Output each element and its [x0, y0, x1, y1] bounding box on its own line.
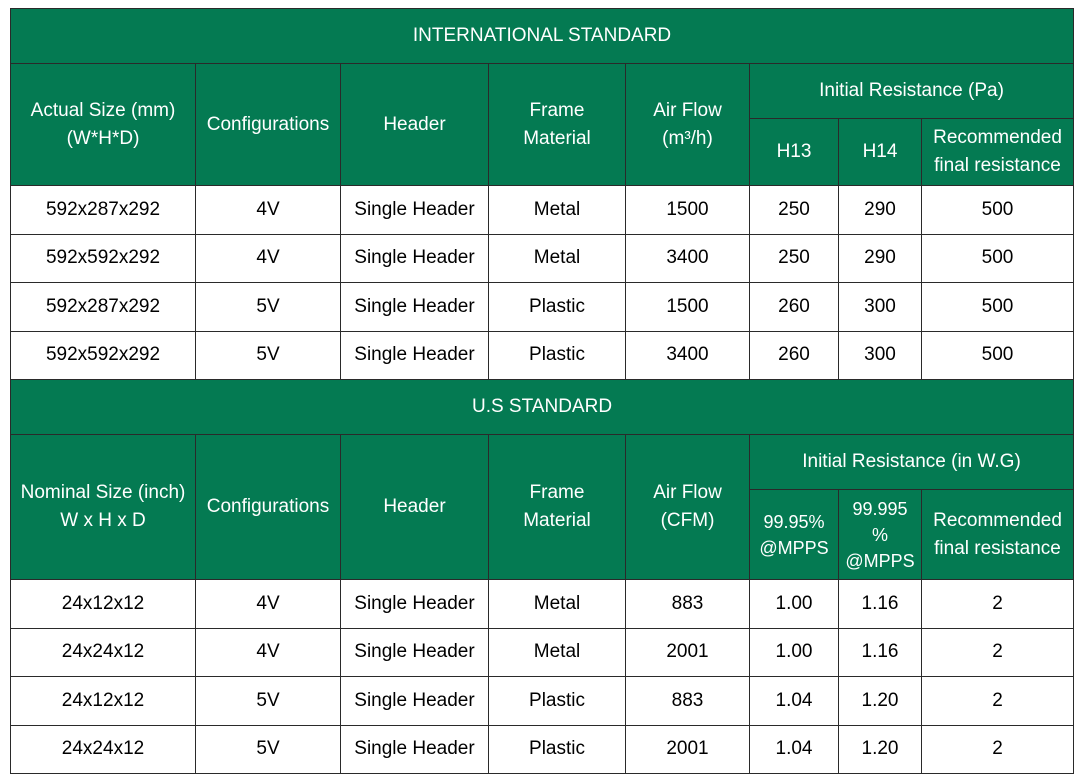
international-cell-resistance-1: 250 [750, 234, 839, 283]
intl-size-header [11, 64, 196, 186]
international-cell-header: Single Header [341, 186, 489, 235]
us-cell-configuration: 4V [196, 628, 341, 677]
us-size-header-line1: Nominal Size (inch) [20, 482, 186, 503]
us-cell-resistance-1: 1.00 [750, 580, 839, 629]
us-size-header-line2: W x H x D [60, 510, 146, 531]
us-airflow-header-line2: (CFM) [660, 510, 715, 531]
international-cell-resistance-2: 300 [839, 283, 922, 332]
international-cell-resistance-1: 250 [750, 186, 839, 235]
intl-recommended-header-line1: Recommended [933, 127, 1062, 148]
us-resistance-group-header: Initial Resistance (in W.G) [750, 435, 1074, 490]
us-cell-size: 24x12x12 [11, 677, 196, 726]
us-airflow-header-line1: Air Flow [653, 482, 722, 503]
us-airflow-header [626, 435, 750, 580]
international-cell-configuration: 5V [196, 283, 341, 332]
international-cell-size: 592x287x292 [11, 283, 196, 332]
international-cell-air-flow: 1500 [626, 283, 750, 332]
international-cell-resistance-2: 290 [839, 234, 922, 283]
intl-frame-header-line2: Material [523, 127, 591, 149]
international-cell-size: 592x592x292 [11, 331, 196, 380]
us-cell-air-flow: 2001 [626, 628, 750, 677]
us-99995-header-line3: @MPPS [845, 550, 915, 571]
us-cell-header: Single Header [341, 677, 489, 726]
intl-size-header-line1: Actual Size (mm) [30, 99, 176, 121]
us-99995-header-line1: 99.995 [852, 498, 908, 519]
us-cell-recommended-final: 2 [922, 677, 1074, 726]
international-cell-recommended-final: 500 [922, 283, 1074, 332]
international-cell-size: 592x592x292 [11, 234, 196, 283]
international-standard-title: INTERNATIONAL STANDARD [11, 9, 1074, 64]
intl-configurations-header: Configurations [196, 64, 341, 186]
us-recommended-header-line1: Recommended [933, 509, 1062, 531]
us-header-header: Header [341, 435, 489, 580]
intl-resistance-group-header: Initial Resistance (Pa) [750, 64, 1074, 119]
us-9995-header-line1: 99.95% [763, 511, 825, 532]
us-cell-frame-material: Metal [489, 628, 626, 677]
us-cell-resistance-1: 1.04 [750, 725, 839, 774]
international-cell-header: Single Header [341, 234, 489, 283]
us-recommended-header [922, 490, 1074, 580]
us-cell-frame-material: Plastic [489, 677, 626, 726]
us-cell-recommended-final: 2 [922, 580, 1074, 629]
table-row [11, 331, 1074, 380]
us-cell-configuration: 5V [196, 725, 341, 774]
us-cell-resistance-2: 1.16 [839, 628, 922, 677]
international-cell-resistance-2: 290 [839, 186, 922, 235]
international-cell-resistance-2: 300 [839, 331, 922, 380]
us-recommended-header-line2: final resistance [934, 537, 1061, 559]
intl-frame-header [489, 64, 626, 186]
us-cell-resistance-2: 1.20 [839, 677, 922, 726]
table-row [11, 677, 1074, 726]
us-standard-title: U.S STANDARD [11, 380, 1074, 435]
international-cell-header: Single Header [341, 283, 489, 332]
international-cell-configuration: 4V [196, 234, 341, 283]
us-cell-header: Single Header [341, 580, 489, 629]
us-frame-header-line2: Material [523, 510, 591, 531]
us-frame-header-line1: Frame [529, 482, 585, 503]
international-cell-frame-material: Plastic [489, 283, 626, 332]
us-cell-resistance-1: 1.00 [750, 628, 839, 677]
us-cell-header: Single Header [341, 628, 489, 677]
international-cell-configuration: 5V [196, 331, 341, 380]
international-cell-recommended-final: 500 [922, 331, 1074, 380]
intl-frame-header-line1: Frame [529, 99, 585, 121]
spec-table-container [10, 8, 1074, 774]
us-cell-air-flow: 883 [626, 677, 750, 726]
us-size-header [11, 435, 196, 580]
intl-recommended-header [922, 119, 1074, 186]
intl-airflow-header-line2: (m³/h) [662, 127, 713, 149]
us-cell-size: 24x12x12 [11, 580, 196, 629]
us-cell-configuration: 5V [196, 677, 341, 726]
table-row [11, 234, 1074, 283]
international-cell-recommended-final: 500 [922, 186, 1074, 235]
intl-size-header-line2: (W*H*D) [66, 127, 140, 149]
table-row [11, 725, 1074, 774]
filter-spec-table [10, 8, 1074, 774]
us-9995-header-line2: @MPPS [759, 537, 829, 558]
us-cell-air-flow: 883 [626, 580, 750, 629]
us-frame-header [489, 435, 626, 580]
international-cell-recommended-final: 500 [922, 234, 1074, 283]
international-cell-configuration: 4V [196, 186, 341, 235]
table-row [11, 628, 1074, 677]
international-cell-frame-material: Metal [489, 186, 626, 235]
table-row [11, 580, 1074, 629]
us-data-body [11, 580, 1074, 774]
us-99995-header-line2: % [871, 524, 888, 545]
us-cell-recommended-final: 2 [922, 725, 1074, 774]
us-cell-resistance-1: 1.04 [750, 677, 839, 726]
us-9995-header [750, 490, 839, 580]
us-cell-frame-material: Plastic [489, 725, 626, 774]
international-cell-resistance-1: 260 [750, 283, 839, 332]
international-cell-air-flow: 3400 [626, 234, 750, 283]
intl-airflow-header-line1: Air Flow [653, 99, 722, 121]
us-cell-resistance-2: 1.16 [839, 580, 922, 629]
us-cell-header: Single Header [341, 725, 489, 774]
us-cell-configuration: 4V [196, 580, 341, 629]
intl-h14-header: H14 [839, 119, 922, 186]
international-cell-frame-material: Plastic [489, 331, 626, 380]
international-cell-header: Single Header [341, 331, 489, 380]
us-cell-size: 24x24x12 [11, 628, 196, 677]
us-cell-frame-material: Metal [489, 580, 626, 629]
table-row [11, 186, 1074, 235]
international-cell-frame-material: Metal [489, 234, 626, 283]
international-cell-size: 592x287x292 [11, 186, 196, 235]
us-configurations-header: Configurations [196, 435, 341, 580]
us-cell-size: 24x24x12 [11, 725, 196, 774]
table-row [11, 283, 1074, 332]
intl-airflow-header [626, 64, 750, 186]
us-cell-resistance-2: 1.20 [839, 725, 922, 774]
us-cell-air-flow: 2001 [626, 725, 750, 774]
international-cell-air-flow: 1500 [626, 186, 750, 235]
international-cell-resistance-1: 260 [750, 331, 839, 380]
us-99995-header [839, 490, 922, 580]
intl-recommended-header-line2: final resistance [934, 155, 1061, 176]
us-cell-recommended-final: 2 [922, 628, 1074, 677]
intl-data-body [11, 186, 1074, 380]
international-cell-air-flow: 3400 [626, 331, 750, 380]
intl-h13-header: H13 [750, 119, 839, 186]
intl-header-header: Header [341, 64, 489, 186]
